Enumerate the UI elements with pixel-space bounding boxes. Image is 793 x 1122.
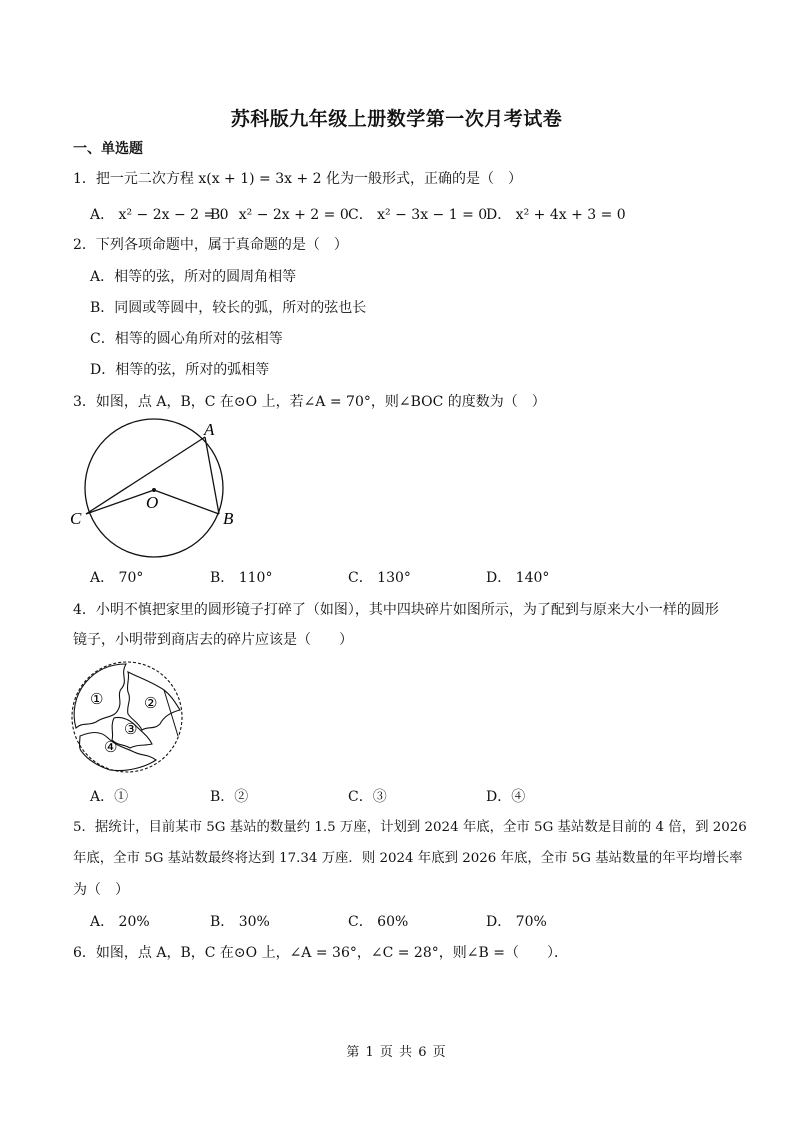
- question-3-text: 3．如图，点 A，B，C 在⊙O 上，若∠A = 70°，则∠BOC 的度数为（ ）: [73, 394, 546, 410]
- q5-option-c: C． 60%: [348, 914, 409, 930]
- page-title: 苏科版九年级上册数学第一次月考试卷: [230, 108, 563, 130]
- question-5-text-line2: 年底，全市 5G 基站数最终将达到 17.34 万座．则 2024 年底到 2026 年底，全市 5G 基站数量的年平均增长率: [73, 851, 743, 866]
- question-2-text: 2．下列各项命题中，属于真命题的是（ ）: [73, 237, 348, 253]
- circle-figure-q3: [66, 415, 246, 565]
- label-fragment-4: ④: [104, 740, 118, 756]
- question-6-text: 6．如图，点 A，B，C 在⊙O 上，∠A = 36°，∠C = 28°，则∠B =（ ）．: [73, 945, 568, 961]
- question-4-text-line1: 4．小明不慎把家里的圆形镜子打碎了（如图），其中四块碎片如图所示，为了配到与原来大小一样的圆形: [73, 602, 719, 618]
- q4-option-d: D．④: [486, 789, 526, 805]
- label-fragment-1: ①: [90, 692, 104, 708]
- label-b: B: [223, 509, 234, 528]
- question-4-text-line2: 镜子，小明带到商店去的碎片应该是（ ）: [73, 632, 353, 648]
- page-footer: 第 1 页 共 6 页: [346, 1045, 447, 1060]
- label-c: C: [70, 509, 82, 528]
- q2-option-c: C．相等的圆心角所对的弦相等: [90, 331, 283, 347]
- q1-option-d: D． x² + 4x + 3 = 0: [486, 207, 626, 223]
- label-fragment-2: ②: [144, 696, 158, 712]
- q1-option-a: A． x² − 2x − 2 = 0: [90, 207, 229, 223]
- center-point: [152, 488, 156, 492]
- q5-option-b: B． 30%: [210, 914, 270, 930]
- label-a: A: [204, 420, 215, 439]
- fragment-4: [80, 733, 157, 771]
- q2-option-b: B．同圆或等圆中，较长的弧，所对的弦也长: [90, 300, 367, 316]
- q3-option-b: B． 110°: [210, 570, 273, 586]
- q3-option-d: D． 140°: [486, 570, 550, 586]
- q1-option-b: B． x² − 2x + 2 = 0: [210, 207, 349, 223]
- q3-option-a: A． 70°: [90, 570, 144, 586]
- question-1-text: 1．把一元二次方程 x(x + 1) = 3x + 2 化为一般形式，正确的是（ ）: [73, 171, 523, 187]
- label-fragment-3: ③: [124, 722, 138, 738]
- q4-option-b: B．②: [210, 789, 249, 805]
- chord-ab: [205, 437, 219, 514]
- question-5-text-line1: 5．据统计，目前某市 5G 基站的数量约 1.5 万座，计划到 2024 年底，全市 5G 基站数是目前的 4 倍，到 2026: [73, 820, 747, 835]
- q5-option-a: A． 20%: [90, 914, 150, 930]
- q2-option-d: D．相等的弦，所对的弧相等: [90, 362, 270, 378]
- section-heading: 一、单选题: [73, 141, 143, 157]
- q4-option-c: C．③: [348, 789, 387, 805]
- q4-option-a: A．①: [90, 789, 129, 805]
- q3-option-c: C． 130°: [348, 570, 411, 586]
- broken-mirror-figure: [68, 660, 188, 776]
- label-o: O: [146, 493, 159, 512]
- radius-oc: [86, 490, 154, 514]
- q2-option-a: A．相等的弦，所对的圆周角相等: [90, 269, 297, 285]
- q1-option-c: C． x² − 3x − 1 = 0: [348, 207, 488, 223]
- q5-option-d: D． 70%: [486, 914, 547, 930]
- question-5-text-line3: 为（ ）: [73, 882, 129, 898]
- radius-ob: [154, 490, 219, 514]
